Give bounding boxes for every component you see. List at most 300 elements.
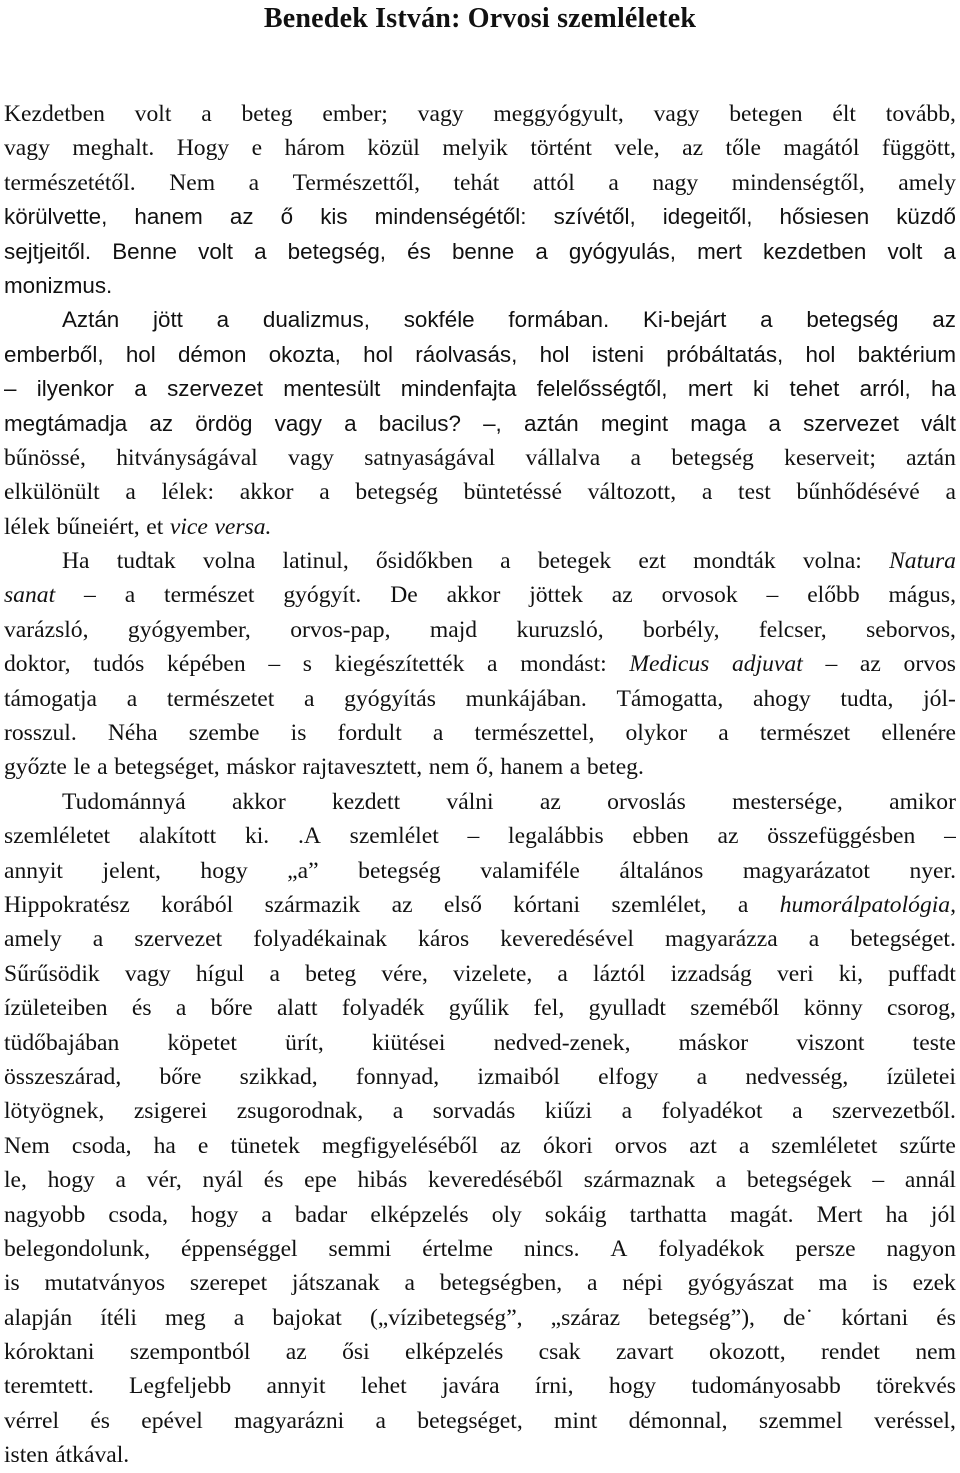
text-line <box>4 407 956 441</box>
word: a <box>248 169 260 196</box>
word: is <box>872 1270 888 1297</box>
word: természetet <box>166 685 275 712</box>
word: gyulladt <box>588 995 666 1022</box>
word: szeméből <box>690 995 780 1022</box>
page-title: Benedek István: Orvosi szemléletek <box>263 3 697 34</box>
word: kis <box>320 204 348 230</box>
word: nagyon <box>886 1235 956 1262</box>
word: szervezet <box>167 376 263 402</box>
word: szervezet <box>803 410 899 436</box>
word: izzadság <box>670 960 752 987</box>
word: az <box>499 1132 521 1159</box>
text-line <box>4 991 956 1025</box>
word: nem <box>915 1339 956 1366</box>
word: az <box>682 135 704 162</box>
text-line <box>4 1129 956 1163</box>
word: átkával. <box>55 1442 130 1469</box>
word: az <box>391 891 413 918</box>
word: démonnal, <box>628 1407 728 1434</box>
word: legalábbis <box>508 823 604 850</box>
word: orvos <box>614 1132 668 1159</box>
text-line <box>4 1198 956 1232</box>
word: akkor <box>446 582 501 609</box>
word: Aztán <box>62 307 120 333</box>
word: bőre <box>159 1063 202 1090</box>
word: a <box>715 1167 727 1194</box>
word: a <box>792 1098 803 1125</box>
word: hanem <box>500 754 564 781</box>
text-line <box>4 269 956 303</box>
word: nyer. <box>909 857 956 884</box>
word: Néha <box>107 720 158 747</box>
word: azt <box>689 1132 717 1159</box>
word: kiűzi <box>544 1098 593 1125</box>
word: szemlélet, <box>611 891 707 918</box>
word: ebben <box>632 823 689 850</box>
word: nincs. <box>523 1235 580 1262</box>
text-line <box>4 888 956 922</box>
word: rosszul. <box>4 720 77 747</box>
word: bűnössé, <box>4 444 86 471</box>
word: csorog, <box>887 995 956 1022</box>
word: máskor <box>226 754 296 781</box>
word: badar <box>294 1201 348 1228</box>
word: vagy <box>124 960 171 987</box>
word: szerepet <box>189 1270 268 1297</box>
word: – <box>766 582 779 609</box>
word: hol <box>539 341 570 367</box>
word: tehet <box>789 376 840 402</box>
word: bajokat <box>272 1304 342 1331</box>
word: hol <box>363 341 394 367</box>
word: alapján <box>4 1304 73 1331</box>
word: a <box>943 238 956 264</box>
word: Hippokratész <box>4 891 130 918</box>
text-line <box>4 613 956 647</box>
word: mindenségétől: <box>374 204 527 230</box>
word: veri <box>776 960 814 987</box>
word: a <box>134 376 147 402</box>
word: démon <box>177 341 247 367</box>
word: s <box>302 651 312 678</box>
word: Ha <box>62 548 90 575</box>
word: alakított <box>138 823 217 850</box>
word: beteg <box>305 960 357 987</box>
word: általános <box>619 857 704 884</box>
text-line <box>4 1094 956 1128</box>
word: három <box>284 135 345 162</box>
word: szervezet <box>134 926 223 953</box>
word: hogy <box>191 1201 239 1228</box>
word: mágus, <box>888 582 956 609</box>
word: tudtak <box>116 548 176 575</box>
word: sejtjeitől. <box>4 238 92 264</box>
word: a <box>404 1270 415 1297</box>
word: felelősségtől, <box>536 376 668 402</box>
word: a <box>557 960 568 987</box>
word: latinul, <box>282 548 349 575</box>
word: tudta, <box>840 685 894 712</box>
word: kórtani <box>841 1304 909 1331</box>
text-line <box>4 338 956 372</box>
word: betegséget, <box>417 1407 523 1434</box>
word: ősi <box>342 1339 370 1366</box>
word: betegség <box>806 307 899 333</box>
word: folyadékok <box>658 1235 765 1262</box>
word: ősidőkben <box>375 548 473 575</box>
italic-word: adjuvat <box>732 651 803 678</box>
word: származik <box>264 891 361 918</box>
word: kiegészítették <box>334 651 465 678</box>
word: gyógyítás <box>344 685 436 712</box>
word: akkor <box>231 788 286 815</box>
word: sorvadás <box>432 1098 516 1125</box>
word: folyadék <box>341 995 425 1022</box>
word: volt <box>134 101 172 127</box>
word: a <box>201 101 212 127</box>
word: a <box>92 926 104 953</box>
word: nedved-zenek, <box>493 1029 631 1056</box>
word: satnyaságával <box>364 444 496 471</box>
word: származnak <box>583 1167 696 1194</box>
word: káros <box>418 926 470 953</box>
word: – <box>84 582 96 609</box>
word: vér, <box>146 1167 182 1194</box>
word: benne <box>451 238 515 264</box>
word: veréssel, <box>874 1407 956 1434</box>
word: elképzelés <box>370 1201 469 1228</box>
article-body <box>4 97 956 1473</box>
word: kiütései <box>372 1029 446 1056</box>
word: ma <box>818 1270 848 1297</box>
word: bűneiért, <box>56 513 140 540</box>
text-line <box>4 750 956 784</box>
word: keveredéséből <box>428 1167 563 1194</box>
word: képében <box>167 651 246 678</box>
word: függött, <box>881 135 956 162</box>
word: varázsló, <box>4 616 89 643</box>
italic-word: sanat <box>4 582 56 609</box>
word: a <box>175 995 187 1022</box>
word: elképzelés <box>405 1339 504 1366</box>
word: –, <box>483 410 502 436</box>
word: ráolvasás, <box>415 341 518 367</box>
word: elfogy <box>598 1063 659 1090</box>
text-line <box>4 200 956 234</box>
word: lélek: <box>161 479 215 506</box>
word: hogy <box>200 857 248 884</box>
text-line <box>4 1301 956 1335</box>
word: a <box>945 479 956 506</box>
word: és <box>936 1304 956 1331</box>
word: Nem <box>169 169 216 196</box>
word: beteg <box>241 101 293 127</box>
word: volt <box>198 238 233 264</box>
word: Hogy <box>176 135 230 162</box>
word: tüdőbajában <box>4 1029 120 1056</box>
word: mert <box>687 376 733 402</box>
word: hogy <box>608 1373 657 1400</box>
word: mindenfajta <box>400 376 517 402</box>
text-line <box>4 682 956 716</box>
word: Benne <box>112 238 177 264</box>
word: attól <box>532 169 575 196</box>
word: okozta, <box>268 341 341 367</box>
italic-word: Natura <box>889 548 956 575</box>
word: hogy <box>47 1167 95 1194</box>
word: aztán <box>906 444 956 471</box>
word: hol <box>125 341 156 367</box>
word: korából <box>161 891 234 918</box>
text-line <box>4 922 956 956</box>
word: fordult <box>337 720 402 747</box>
word: betegséget, <box>114 754 220 781</box>
text-line <box>4 235 956 269</box>
word: emberből, <box>4 341 104 367</box>
word: törekvés <box>876 1373 956 1400</box>
word: annyit <box>4 857 63 884</box>
word: vele, <box>614 135 660 162</box>
word: Nem <box>4 1132 50 1159</box>
word: szűrte <box>899 1132 956 1159</box>
word: láztól <box>593 960 646 987</box>
word: zsigerei <box>133 1098 208 1125</box>
word: első <box>443 891 482 918</box>
word: majd <box>429 616 478 643</box>
word: a <box>269 960 280 987</box>
word: a <box>254 238 267 264</box>
word: – <box>944 823 956 850</box>
text-line <box>4 1369 956 1403</box>
word: vagy <box>417 101 464 127</box>
word: nagy <box>652 169 699 196</box>
word: természet <box>164 582 255 609</box>
word: tovább, <box>885 101 956 127</box>
text-line <box>4 578 956 612</box>
word: tarthatta <box>629 1201 707 1228</box>
word: éppenséggel <box>180 1235 298 1262</box>
text-line <box>4 510 956 544</box>
word: epével <box>141 1407 203 1434</box>
word: az <box>932 307 956 333</box>
word: Kezdetben <box>4 101 105 127</box>
word: kezdetben <box>763 238 867 264</box>
word: bacilus? <box>378 410 461 436</box>
word: betegség <box>358 857 441 884</box>
text-line <box>4 854 956 888</box>
word: nedvesség, <box>745 1063 849 1090</box>
word: válni <box>446 788 494 815</box>
word: vérrel <box>4 1407 60 1434</box>
word: is <box>4 1270 20 1297</box>
word: a <box>737 891 749 918</box>
word: – <box>872 1167 885 1194</box>
word: küzdő <box>896 204 956 230</box>
word: ki <box>752 376 770 402</box>
word: körülvette, <box>4 204 108 230</box>
word: Legfeljebb <box>129 1373 232 1400</box>
word: „a” <box>287 857 319 884</box>
word: a <box>500 548 511 575</box>
word: folyadékot <box>661 1098 763 1125</box>
text-line <box>4 1163 956 1197</box>
word: fonnyad, <box>355 1063 440 1090</box>
word: „száraz <box>550 1304 621 1331</box>
word: könny <box>803 995 863 1022</box>
word: ókori <box>542 1132 593 1159</box>
word: isteni <box>591 341 645 367</box>
word: tudós <box>93 651 145 678</box>
word: a <box>125 479 136 506</box>
word: sokféle <box>403 307 475 333</box>
word: kezdett <box>332 788 401 815</box>
word: valamiféle <box>480 857 580 884</box>
word: az <box>539 788 561 815</box>
word: a <box>432 720 444 747</box>
word: ha <box>931 376 956 402</box>
word: próbáltatás, <box>666 341 784 367</box>
word: a <box>261 1201 272 1228</box>
word: ki. <box>244 823 270 850</box>
word: amely <box>898 169 956 196</box>
word: De <box>390 582 418 609</box>
word: élt <box>832 101 856 127</box>
word: a <box>115 1167 126 1194</box>
word: és <box>131 995 152 1022</box>
word: vagy <box>288 444 334 471</box>
word: test <box>738 479 771 506</box>
word: izmaiból <box>477 1063 560 1090</box>
word: betegség”), <box>648 1304 755 1331</box>
word: rendet <box>821 1339 880 1366</box>
word: nem <box>428 754 470 781</box>
word: teremtett. <box>4 1373 94 1400</box>
word: volna <box>202 548 256 575</box>
italic-word: vice <box>169 513 208 540</box>
word: gyógyászat <box>687 1270 794 1297</box>
word: munkájában. <box>465 685 587 712</box>
word: szemléletet <box>4 823 111 850</box>
word: Sűrűsödik <box>4 960 100 987</box>
italic-word: humorálpatológia, <box>779 891 956 918</box>
text-line <box>4 372 956 406</box>
word: közül <box>367 135 420 162</box>
word: szemlélet <box>349 823 439 850</box>
word: borbély, <box>643 616 720 643</box>
word: gyógyember, <box>127 616 251 643</box>
word: Támogatta, <box>616 685 724 712</box>
word: népi <box>622 1270 663 1297</box>
word: betegség <box>671 444 754 471</box>
word: nagyobb <box>4 1201 86 1228</box>
word: oly <box>491 1201 522 1228</box>
word: történt <box>530 135 592 162</box>
word: Ki-bejárt <box>643 307 727 333</box>
word: bűnhődésévé <box>796 479 920 506</box>
word: vagy <box>4 135 50 162</box>
text-line <box>4 1404 956 1438</box>
word: idegeitől, <box>662 204 753 230</box>
word: megtámadja <box>4 410 128 436</box>
word: mondást: <box>520 651 607 678</box>
word: meg <box>165 1304 206 1331</box>
word: puffadt <box>888 960 956 987</box>
word: máskor <box>678 1029 749 1056</box>
word: mutatványos <box>44 1270 166 1297</box>
word: orvosok <box>661 582 738 609</box>
word: beteg. <box>586 754 644 781</box>
word: a <box>304 685 315 712</box>
document-page <box>4 0 956 1473</box>
word: tehát <box>453 169 500 196</box>
word: vagy <box>653 101 700 127</box>
word: kórtani <box>513 891 581 918</box>
word: a <box>718 720 729 747</box>
text-line <box>4 1232 956 1266</box>
word: le <box>73 754 91 781</box>
word: a <box>319 479 330 506</box>
word: javára <box>441 1373 500 1400</box>
word: orvoslás <box>607 788 686 815</box>
word: folyadékainak <box>253 926 387 953</box>
word: hősiesen <box>779 204 870 230</box>
word: írni, <box>534 1373 574 1400</box>
word: betegségben, <box>439 1270 563 1297</box>
word: ember; <box>322 101 388 127</box>
word: a <box>216 307 230 333</box>
word: betegség <box>355 479 438 506</box>
text-line <box>4 1060 956 1094</box>
word: gyűlik <box>448 995 510 1022</box>
word: melyik <box>442 135 508 162</box>
word: a <box>569 754 581 781</box>
word: epe <box>304 1167 337 1194</box>
word: mint <box>554 1407 598 1434</box>
word: annál <box>904 1167 956 1194</box>
word: a <box>768 410 781 436</box>
word: jött <box>153 307 183 333</box>
word: betegek <box>537 548 612 575</box>
italic-word: Medicus <box>629 651 710 678</box>
word: magától <box>783 135 860 162</box>
word: előbb <box>807 582 860 609</box>
word: az <box>611 582 633 609</box>
word: a <box>696 1063 708 1090</box>
word: büntetéssé <box>463 479 562 506</box>
word: az <box>717 823 739 850</box>
word: mestersége, <box>732 788 843 815</box>
word: e <box>251 135 263 162</box>
word: szervezetből. <box>832 1098 956 1125</box>
word: szembe <box>188 720 260 747</box>
word: volt <box>887 238 923 264</box>
text-line <box>4 131 956 165</box>
word: megfigyeléséből <box>321 1132 478 1159</box>
word: szívétől, <box>553 204 636 230</box>
text-line <box>4 819 956 853</box>
word: dualizmus, <box>262 307 370 333</box>
word: – <box>467 823 480 850</box>
word: az <box>229 204 254 230</box>
word: támogatja <box>4 685 98 712</box>
word: meghalt. <box>72 135 155 162</box>
word: .A <box>297 823 321 850</box>
word: csak <box>538 1339 581 1366</box>
word: természettel, <box>474 720 595 747</box>
word: vált <box>921 410 956 436</box>
word: sokáig <box>544 1201 607 1228</box>
word: ellenére <box>881 720 956 747</box>
